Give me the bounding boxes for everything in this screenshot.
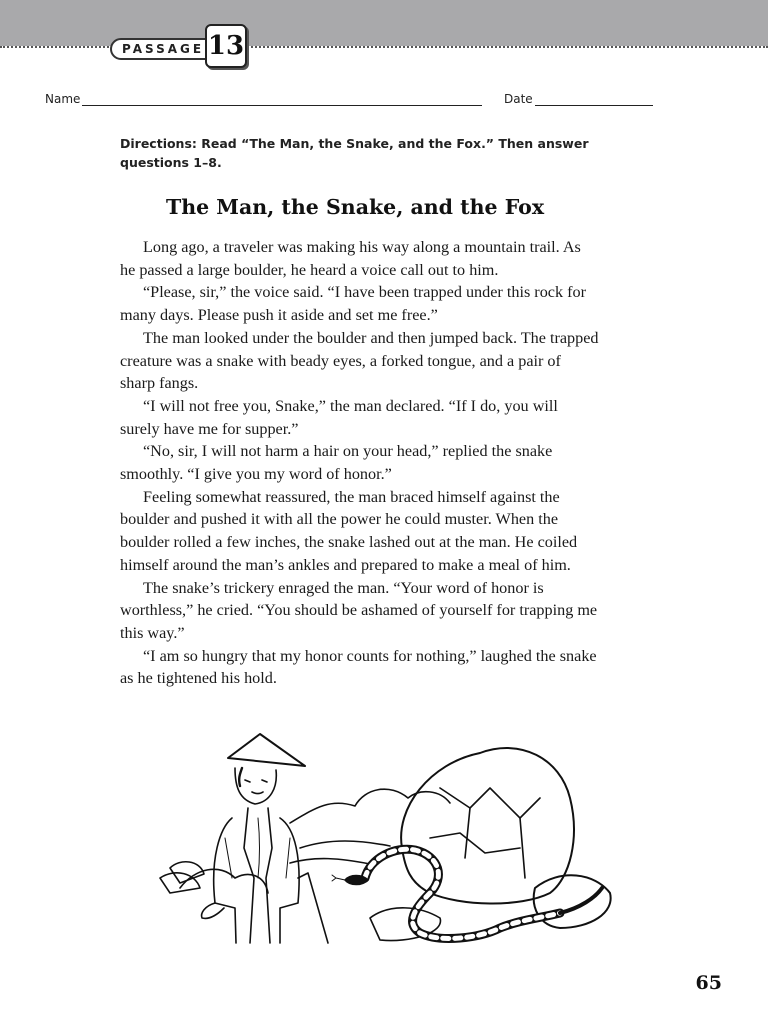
story-title: The Man, the Snake, and the Fox	[165, 195, 545, 219]
page-number: 65	[695, 972, 722, 994]
story-body	[120, 236, 600, 690]
date-field[interactable]	[535, 105, 653, 106]
background-landscape	[160, 789, 450, 893]
story-paragraph: “No, sir, I will not harm a hair on your head,” replied the snake smoothly. “I give you my word of honor.”	[120, 442, 553, 484]
directions-label: Directions:	[120, 136, 197, 151]
directions-text: Read “The Man, the Snake, and the Fox.” Then answer questions 1–8.	[120, 136, 589, 170]
name-field[interactable]	[82, 105, 482, 106]
story-paragraph: Feeling somewhat reassured, the man braced himself against the boulder and pushed it with all the power he could muster. When the boulder rolled a few inches, the snake lashed out at the man. He coiled himself around the man’s ankles and prepared to make a meal of him.	[120, 487, 578, 574]
passage-number: 13	[205, 24, 247, 68]
story-paragraph: Long ago, a traveler was making his way along a mountain trail. As he passed a large boulder, he heard a voice call out to him.	[120, 238, 581, 279]
story-paragraph: “I am so hungry that my honor counts for nothing,” laughed the snake as he tightened his hold.	[120, 646, 597, 688]
story-paragraph: “Please, sir,” the voice said. “I have been trapped under this rock for many days. Please push it aside and set me free.”	[120, 283, 586, 325]
passage-label: PASSAGE	[110, 38, 216, 60]
story-paragraph: The man looked under the boulder and then jumped back. The trapped creature was a snake with beady eyes, a forked tongue, and a pair of sharp fangs.	[120, 328, 599, 393]
date-label: Date	[504, 92, 533, 106]
directions	[120, 134, 590, 172]
story-paragraph: The snake’s trickery enraged the man. “Your word of honor is worthless,” he cried. “You should be ashamed of yourself for trapping me this way.”	[120, 578, 598, 642]
man-figure	[202, 734, 328, 943]
name-label: Name	[45, 92, 81, 106]
story-paragraph: “I will not free you, Snake,” the man declared. “If I do, you will surely have me for supper.”	[120, 396, 558, 438]
story-illustration	[140, 728, 620, 953]
